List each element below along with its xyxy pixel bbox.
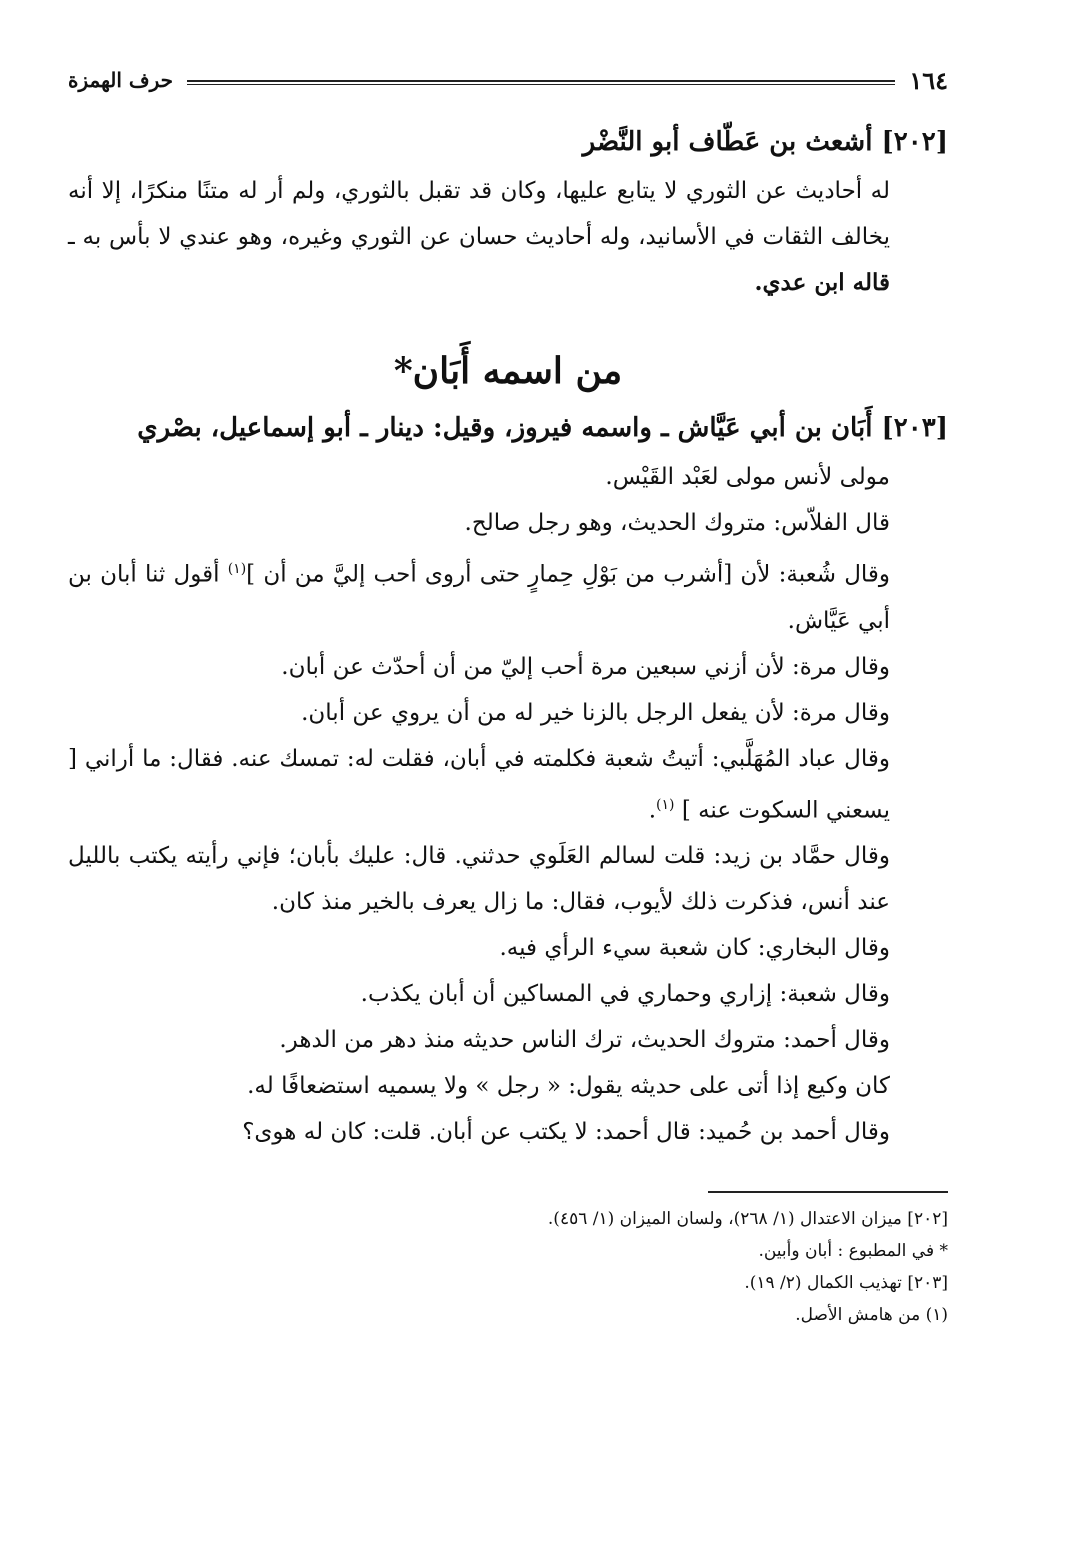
- abbad-text: وقال عباد المُهَلَّبي: أتيتُ شعبة فكلمته في أبان، فقلت له: تمسك عنه. فقال: ما أراني [ يسعني السكوت عنه ]: [68, 745, 890, 824]
- entry-203-line: وقال مرة: لأن يفعل الرجل بالزنا خير له من أن يروي عن أبان.: [301, 699, 890, 726]
- footnote: [٢٠٢] ميزان الاعتدال (١/ ٢٦٨)، ولسان الميزان (١/ ٤٥٦).: [547, 1209, 948, 1230]
- entry-203-line: مولى لأنس مولى لعَبْد القَيْس.: [605, 464, 890, 490]
- page-number: ١٦٤: [909, 65, 948, 95]
- page-header: [68, 60, 948, 100]
- footnote-rule: [708, 1191, 948, 1193]
- entry-203-line: وقال البخاري: كان شعبة سيء الرأي فيه.: [499, 935, 890, 962]
- entry-202-body: له أحاديث عن الثوري لا يتابع عليها، وكان قد تقبل بالثوري، ولم أر له متنًا منكرًا، إلا أنه يخالف الثقات في الأسانيد، وله أحاديث حسان عن الثوري وغيره، وهو عندي لا بأس به ـ: [68, 178, 890, 250]
- entry-202-title: [٢٠٢] أشعث بن عَطّاف أبو النَّضْر: [582, 127, 948, 157]
- entry-202: [68, 120, 948, 306]
- running-title: حرف الهمزة: [68, 68, 174, 92]
- footnote: * في المطبوع : أبان وأبين.: [758, 1241, 948, 1262]
- footnote: (١) من هامش الأصل.: [795, 1305, 948, 1326]
- footnote-ref: (١): [227, 561, 247, 577]
- entry-203-line: وقال شعبة: إزاري وحماري في المساكين أن أبان يكذب.: [360, 981, 890, 1008]
- entry-203-line: كان وكيع إذا أتى على حديثه يقول: « رجل » ولا يسميه استضعافًا له.: [247, 1073, 890, 1100]
- shuba-text: وقال شُعبة: لأن [أشرب من بَوْلِ حِمارٍ حتى أروى أحب إليَّ من أن ]: [246, 561, 891, 588]
- entry-202-attribution: قاله ابن عدي.: [754, 269, 890, 296]
- header-rule: [187, 80, 895, 85]
- entry-203-line: وقال أحمد بن حُميد: قال أحمد: لا يكتب عن أبان. قلت: كان له هوى؟: [242, 1119, 890, 1146]
- entry-203-shuba: [68, 546, 948, 644]
- entry-203-line: وقال أحمد: متروك الحديث، ترك الناس حديثه منذ دهر من الدهر.: [279, 1027, 890, 1054]
- entry-203-hammad: وقال حمَّاد بن زيد: قلت لسالم العَلَوي حدثني. قال: عليك بأبان؛ فإني رأيته يكتب بالليل عند أنس، فذكرت ذلك لأيوب، فقال: ما زال يعرف بالخير منذ كان.: [68, 843, 890, 916]
- footnote-ref: (١): [656, 796, 675, 813]
- entry-203-abbad: [68, 736, 948, 834]
- footnote: [٢٠٣] تهذيب الكمال (٢/ ١٩).: [744, 1273, 948, 1294]
- abbad-text-end: .: [648, 797, 657, 824]
- shuba-text-end: أقول ثنا أبان بن أبي عَيَّاش.: [68, 561, 890, 634]
- entry-203-line: قال الفلاّس: متروك الحديث، وهو رجل صالح.: [464, 510, 890, 536]
- entry-202-text: [68, 168, 948, 306]
- footnotes: [68, 1203, 948, 1331]
- entry-203-line: وقال مرة: لأن أزني سبعين مرة أحب إليّ من أن أحدّث عن أبان.: [281, 653, 890, 680]
- book-page: [68, 60, 948, 1331]
- entry-203-title: [٢٠٣] أَبَان بن أبي عَيَّاش ـ واسمه فيروز، وقيل: دينار ـ أبو إسماعيل، بصْري: [137, 413, 948, 443]
- entry-203: [68, 406, 948, 1155]
- section-heading: من اسمه أَبَان*: [393, 350, 623, 392]
